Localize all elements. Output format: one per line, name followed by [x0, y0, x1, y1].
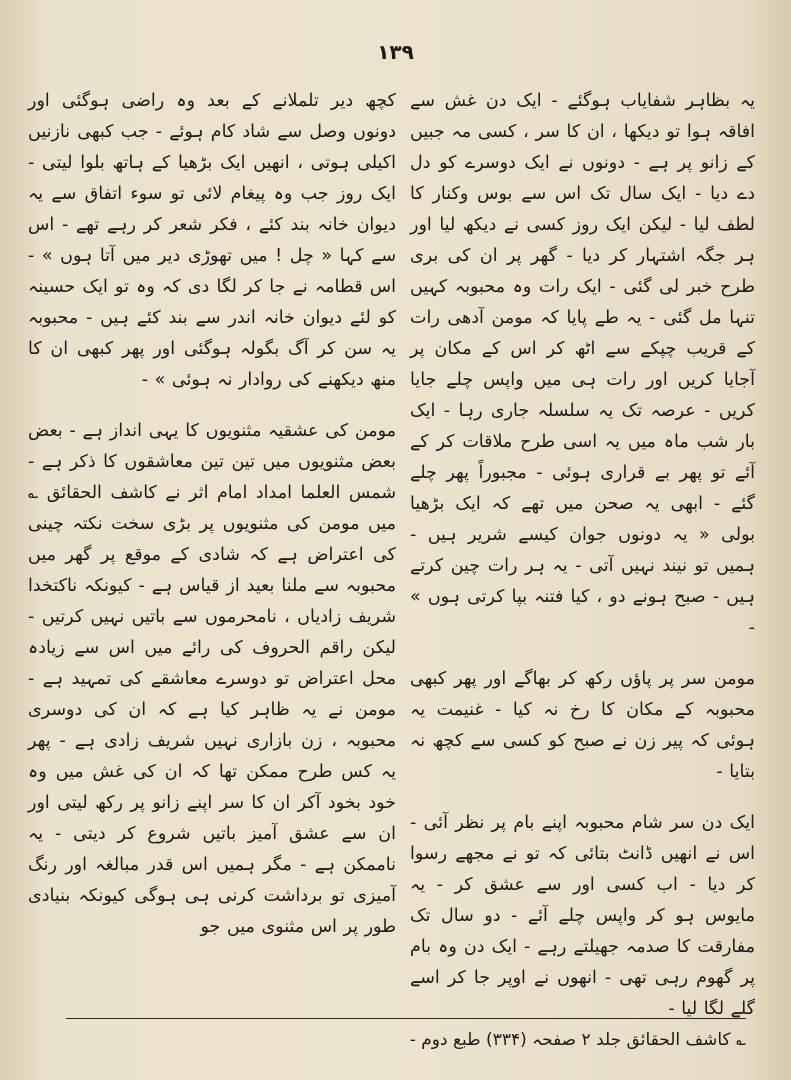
right-column: [410, 86, 755, 1045]
left-column: [28, 86, 396, 963]
footnote: ؎ کاشف الحقائق جلد ۲ صفحہ (۳۳۴) طبع دوم -: [409, 1030, 746, 1050]
paragraph: ایک دن سر شام محبوبہ اپنے بام پر نظر آئی - اس نے انھیں ڈانٹ بتائی کہ تو نے مجھے رسوا کر دیا - اب کسی اور سے عشق کر - یہ مایوس ہو کر واپس چلے آئے - دو سال تک مفارقت کا صدمہ جھیلتے رہے - ایک دن وہ بام پر گھوم رہی تھی - انھوں نے اوپر جا کر اسے گلے لگا لیا -: [410, 813, 755, 1019]
paragraph: مومن سر پر پاؤں رکھ کر بھاگے اور پھر کبھی محبوبہ کے مکان کا رخ نہ کیا - غنیمت یہ ہوئی کہ پیر زن نے صبح کو کسی سے کچھ نہ بتایا -: [410, 669, 755, 782]
paragraph: مومن کی عشقیہ مثنویوں کا یہی انداز ہے - بعض بعض مثنویوں میں تین تین معاشقوں کا ذکر ہے - شمس العلما امداد امام اثر نے کاشف الحقائق ؎ میں مومن کی مثنویوں پر بڑی سخت نکتہ چینی کی اعتراض ہے کہ شادی کے موقع پر گھر میں محبوبہ سے ملنا بعید از قیاس ہے - کیونکہ ناکتخدا شریف زادیاں ، نامحرموں سے باتیں نہیں کرتیں - لیکن راقم الحروف کی رائے میں اس سے زیادہ محل اعتراض تو دوسرے معاشقے کی تمہید ہے - مومن نے یہ ظاہر کیا ہے کہ ان کی دوسری محبوبہ ، زن بازاری نہیں شریف زادی ہے - پھر یہ کس طرح ممکن تھا کہ ان کی غش میں وہ خود بخود آکر ان کا سر اپنے زانو پر رکھ لیتی اور ان سے عشق آمیز باتیں شروع کر دیتی - یہ ناممکن ہے - مگر ہمیں اس قدر مبالغہ اور رنگ آمیزی تو برداشت کرنی ہی ہوگی کیونکہ بنیادی طور پر اس مثنوی میں جو: [28, 421, 396, 937]
page-number: ١٣٩: [377, 40, 414, 64]
footnote-divider: [66, 1018, 746, 1019]
paragraph: یہ بظاہر شفایاب ہوگئے - ایک دن غش سے افاقہ ہوا تو دیکھا ، ان کا سر ، کسی مہ جبیں کے زانو پر ہے - دونوں نے ایک دوسرے کو دل دے دیا - ایک سال تک اس سے بوس وکنار کا لطف لیا - لیکن ایک روز کسی نے دیکھ لیا اور ہر جگہ اشتہار کر دیا - گھر پر ان کی بری طرح خبر لی گئی - ایک رات وہ محبوبہ کہیں تنہا مل گئی - یہ طے پایا کہ مومن آدھی رات کے قریب چپکے سے اٹھ کر اس کے مکان پر آجایا کریں اور رات ہی میں واپس چلے جایا کریں - عرصہ تک یہ سلسلہ جاری رہا - ایک بار شب ماہ میں یہ اسی طرح ملاقات کر کے آئے تو پھر بے قراری ہوئی - مجبوراً پھر چلے گئے - ابھی یہ صحن میں تھے کہ ایک بڑھیا بولی « یہ دونوں جوان کیسے شریر ہیں - ہمیں تو نیند نہیں آتی - یہ ہر رات چین کرتے ہیں - صبح ہونے دو ، کیا فتنہ بپا کرتی ہوں » -: [410, 91, 755, 638]
paragraph: کچھ دیر تلملانے کے بعد وہ راضی ہوگئی اور دونوں وصل سے شاد کام ہوئے - جب کبھی نازنیں اکیلی ہوتی ، انھیں ایک بڑھیا کے ہاتھ بلوا لیتی - ایک روز جب وہ پیغام لائی تو سوء اتفاق سے یہ دیوان خانہ بند کئے ، فکر شعر کر رہے تھے - اس سے کہا « چل ! میں تھوڑی دیر میں آتا ہوں » - اس قطامہ نے جا کر لگا دی کہ وہ تو ایک حسینہ کو لئے دیوان خانہ اندر سے بند کئے ہیں - محبوبہ یہ سن کر آگ بگولہ ہوگئی اور پھر کبھی ان کا منھ دیکھنے کی روادار نہ ہوئی » -: [28, 91, 396, 390]
